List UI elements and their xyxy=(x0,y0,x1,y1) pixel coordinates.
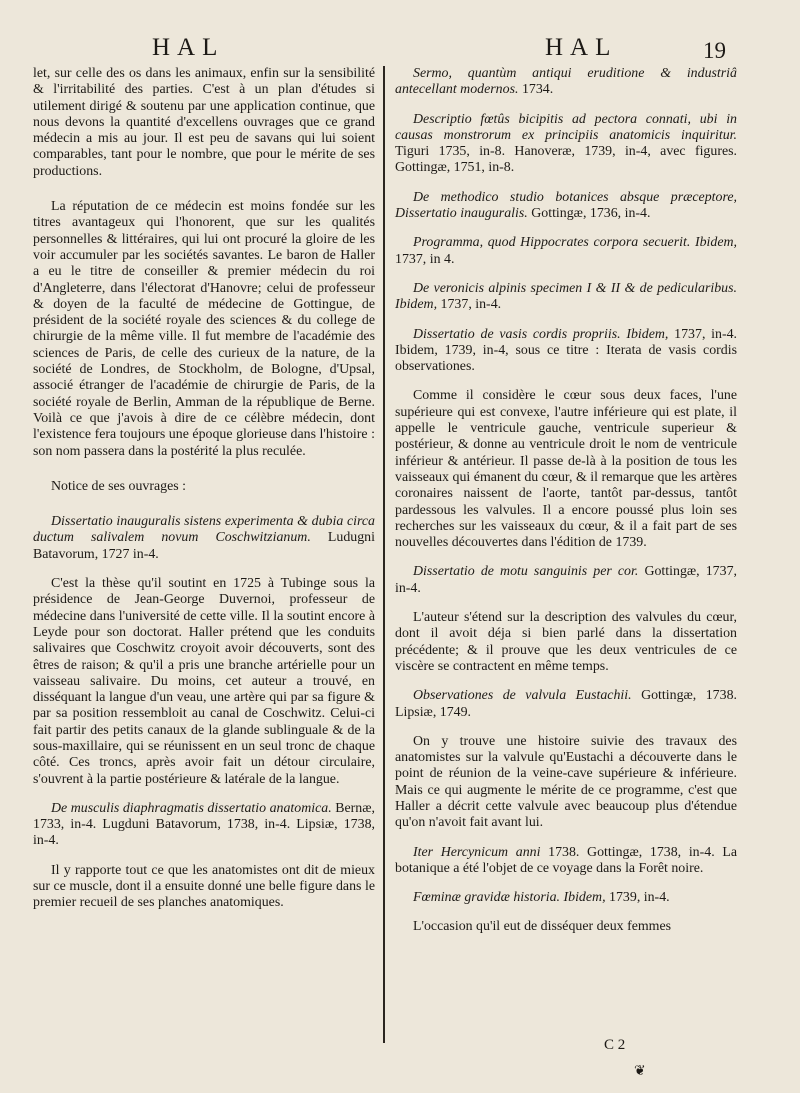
work-imprint: 1737, in 4. xyxy=(395,251,455,267)
paragraph: C'est la thèse qu'il soutint en 1725 à Tubinge sous la présidence de Jean-George Duvernoi, professeur de médecine dans l'université de cette ville. Il la soutint encore à Leyde pour son doctorat. Haller prétend que les conduits salivaires que Coschwitz croyoit avoir découverts, sont des êtres de raison; & qu'il a pris une branche artérielle pour un vaisseau salivaire. Du moins, cet auteur a trouvé, en disséquant la langue d'un veau, une artère qui par sa figure & par sa position ressembloit au canal de Coschwitz. Celui-ci fait partir des petits canaux de la glande sublinguale & de la sous-maxillaire, qui se réunissent en un seul tronc de chaque côté. Ces troncs, après avoir fait un détour circulaire, s'ouvrent à la partie postérieure & latérale de la langue. xyxy=(33,576,375,787)
work-title: Programma, quod Hippocrates corpora secuerit. Ibidem, xyxy=(413,235,737,251)
work-title: Fœminæ gravidæ historia. Ibidem, xyxy=(413,890,606,906)
work-title: Sermo, quantùm antiqui eruditione & industriâ antecellant modernos. xyxy=(395,66,737,98)
work-entry xyxy=(395,564,737,597)
work-title: Dissertatio inauguralis sistens experimenta & dubia circa ductum salivalem novum Coschwitzianum. xyxy=(33,514,375,546)
work-title: De veronicis alpinis specimen I & II & de pedicularibus. Ibidem, xyxy=(395,280,737,313)
paragraph: let, sur celle des os dans les animaux, enfin sur la sensibilité & l'irritabilité des parties. C'est à un plan d'études si utilement dirigé & soutenu par une application continue, que nous devons la quantité d'excellens ouvrages que ce grand médecin a mis au jour. Il est peu de savans qui lui soient comparables, tant pour le nombre, que pour le mérite de ses productions. xyxy=(33,66,375,179)
work-imprint: Ludugni Batavorum, 1727 in-4. xyxy=(33,530,375,562)
work-imprint: Gottingæ, 1737, in-4. xyxy=(395,564,737,596)
paragraph: L'occasion qu'il eut de disséquer deux femmes xyxy=(413,919,672,935)
paragraph: Comme il considère le cœur sous deux faces, l'une supérieure qui est convexe, l'autre inférieure qui est plate, il appelle le ventricule gauche, ventricule superieur & postérieur, & donne au ventricule droit le nom de ventricule inférieur & antérieur. Il passe de-là à la position de tous les vaisseaux qui émanent du cœur, & il remarque que les artères coronaires naissent de l'aorte, tantôt par-dessus, tantôt pardessous les valvules. Il a encore poussé plus loin ses recherches sur les vaisseaux du cœur, & il a fait part de ses nouvelles découvertes dans l'édition de 1739. xyxy=(395,388,737,551)
work-title: De musculis diaphragmatis dissertatio anatomica. xyxy=(51,800,332,816)
work-entry xyxy=(395,112,737,177)
work-imprint: 1738. Gottingæ, 1738, in-4. La botanique a été l'objet de ce voyage dans la Forêt noire. xyxy=(395,844,737,876)
work-title: Descriptio fœtûs bicipitis ad pectora connati, ubi in causas monstrorum ex principiis anatomicis inquiritur. xyxy=(395,111,737,143)
work-imprint: 1737, in-4. Ibidem, 1739, in-4, sous ce titre : Iterata de vasis cordis observationes. xyxy=(395,326,738,375)
ornament-icon: ❦ xyxy=(634,1064,646,1079)
work-entry xyxy=(395,235,737,268)
work-entry xyxy=(33,801,375,850)
work-imprint: Tiguri 1735, in-8. Hanoveræ, 1739, in-4, avec figures. Gottingæ, 1751, in-8. xyxy=(395,144,737,176)
paragraph: La réputation de ce médecin est moins fondée sur les titres avantageux qui l'honorent, que sur les qualités personnelles & littéraires, qui lui ont procuré la gloire de les voir accumuler par les sociétés savantes. Le baron de Haller a eu le titre de conseiller & premier médecin du roi d'Angleterre, dans l'électorat d'Hanovre; celui de professeur & doyen de la faculté de médecine de Gottingue, de président de la société royale des sciences & du college de chirurgie de la même ville. Il fut membre de l'académie des sciences de Paris, de celle des curieux de la nature, de la société de Londres, de Stockholm, de Bologne, d'Upsal, associé étranger de l'académie de chirurgie de Paris, de la société royale de Berlin, Amman de la république de Berne. Voilà ce que j'avois à dire de ce célèbre médecin, dont l'existence fera toujours une époque glorieuse dans l'histoire : son nom passera dans la postérité la plus reculée. xyxy=(33,199,375,459)
work-imprint: Gottingæ, 1738. Lipsiæ, 1749. xyxy=(395,688,737,720)
work-imprint: 1734. xyxy=(521,82,554,98)
paragraph: L'auteur s'étend sur la description des valvules du cœur, dont il avoit déja si bien parlé dans la dissertation précédente; & il prouve que les deux ventricules de ce viscère se contractent en même temps. xyxy=(395,610,737,674)
work-entry xyxy=(33,514,375,563)
work-title: Observationes de valvula Eustachii. xyxy=(413,688,632,704)
work-imprint: 1737, in-4. xyxy=(440,297,502,313)
signature-mark: C 2 xyxy=(604,1037,626,1053)
work-title: Dissertatio de motu sanguinis per cor. xyxy=(413,564,639,580)
work-entry xyxy=(395,66,737,99)
right-column xyxy=(395,66,737,936)
work-entry xyxy=(395,281,737,314)
work-entry xyxy=(395,327,737,376)
paragraph: Notice de ses ouvrages : xyxy=(51,478,187,494)
work-entry xyxy=(395,190,737,223)
work-imprint: 1739, in-4. xyxy=(609,890,670,906)
running-head-right: HAL xyxy=(545,34,618,61)
work-entry xyxy=(395,845,737,878)
work-entry xyxy=(395,688,737,721)
paragraph: Il y rapporte tout ce que les anatomistes ont dit de mieux sur ce muscle, dont il a ensuite donné une belle figure dans le premier recueil de ses planches anatomiques. xyxy=(33,862,375,911)
work-entry xyxy=(395,890,737,906)
page-number: 19 xyxy=(703,38,726,63)
work-title: Iter Hercynicum anni xyxy=(413,844,541,860)
work-imprint: Gottingæ, 1736, in-4. xyxy=(531,206,651,222)
left-column xyxy=(33,66,375,912)
column-rule xyxy=(383,66,385,1043)
running-head-left: HAL xyxy=(152,34,225,61)
work-imprint: Bernæ, 1733, in-4. Lugduni Batavorum, 1738, in-4. Lipsiæ, 1738, in-4. xyxy=(33,800,375,849)
work-title: Dissertatio de vasis cordis propriis. Ibidem, xyxy=(413,326,669,342)
paragraph: On y trouve une histoire suivie des travaux des anatomistes sur la valvule qu'Eustachi a découverte dans le point de réunion de la veine-cave supérieure & inférieure. Mais ce qui augmente le mérite de ce programme, c'est que Haller a décrit cette valvule avec beaucoup plus d'étendue qu'on n'avoit fait avant lui. xyxy=(395,733,737,831)
work-title: De methodico studio botanices absque præceptore, Dissertatio inauguralis. xyxy=(395,189,737,222)
